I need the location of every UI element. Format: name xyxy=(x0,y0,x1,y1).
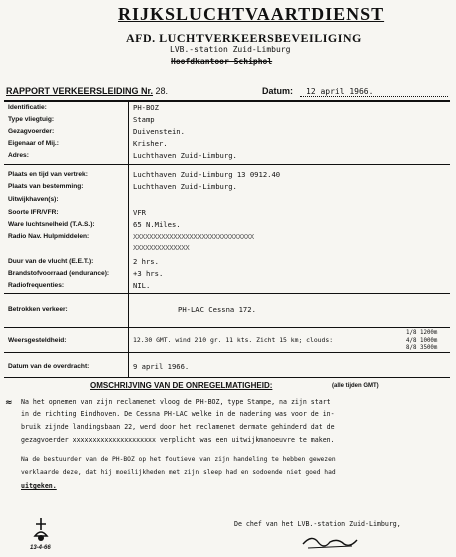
field-label-departure: Plaats en tijd van vertrek: xyxy=(8,171,88,178)
report-title-label: RAPPORT VERKEERSLEIDING Nr. xyxy=(6,86,154,96)
report-date-label: Datum: xyxy=(262,86,293,96)
field-value-owner: Krisher. xyxy=(133,139,168,148)
field-value-aircraft-type: Stamp xyxy=(133,115,155,124)
field-label-aircraft-type: Type vliegtuig: xyxy=(8,116,55,123)
irregularity-note: (alle tijden GMT) xyxy=(332,383,379,389)
irregularity-line-6: verklaarde deze, dat hij moeilijkheden met zijn sleep had en sodoende niet goed had xyxy=(21,469,336,476)
field-value-frequencies: NIL. xyxy=(133,281,151,290)
station-name: LVB.-station Zuid-Limburg xyxy=(170,45,291,54)
field-label-identification: Identificatie: xyxy=(8,104,47,111)
weather-label: Weersgesteldheid: xyxy=(8,337,67,344)
irregularity-line-1: Na het opnemen van zijn reclamenet vloog de PH-BOZ, type Stampe, na zijn start xyxy=(21,398,331,406)
irregularity-line-7: uitgeken. xyxy=(21,482,57,490)
field-label-radio-nav: Radio Nav. Hulpmiddelen: xyxy=(8,233,90,240)
field-value-captain: Duivenstein. xyxy=(133,127,185,136)
field-value-departure: Luchthaven Zuid-Limburg 13 0912.40 xyxy=(133,170,281,179)
report-date-value: 12 april 1966. xyxy=(306,87,374,96)
field-label-flight-rules: Soorte IFR/VFR: xyxy=(8,209,59,216)
field-label-endurance: Brandstofvoorraad (endurance): xyxy=(8,270,110,277)
struck-office: Hoofdkantoor Schiphol xyxy=(171,57,273,66)
field-value-tas: 65 N.Miles. xyxy=(133,220,181,229)
field-label-captain: Gezagvoerder: xyxy=(8,128,55,135)
field-label-destination: Plaats van bestemming: xyxy=(8,183,84,190)
field-value-duration: 2 hrs. xyxy=(133,257,159,266)
field-value-radio-nav-2: XXXXXXXXXXXXXX xyxy=(133,243,190,252)
field-label-address: Adres: xyxy=(8,152,29,159)
field-value-radio-nav: XXXXXXXXXXXXXXXXXXXXXXXXXXXXXX xyxy=(133,232,254,241)
field-label-duration: Duur van de vlucht (E.E.T.): xyxy=(8,258,94,265)
margin-mark: ≈ xyxy=(5,398,13,408)
report-number: 28. xyxy=(155,86,169,96)
weather-cloud-3: 8/8 3500m xyxy=(406,345,438,351)
signatory-line: De chef van het LVB.-station Zuid-Limburg, xyxy=(234,520,401,528)
involved-value: PH-LAC Cessna 172. xyxy=(178,305,256,314)
irregularity-line-3: bruik zijnde landingsbaan 22, werd door het reclamenet dermate gehinderd dat de xyxy=(21,423,335,431)
weather-cloud-1: 1/8 1200m xyxy=(406,330,438,336)
involved-label: Betrokken verkeer: xyxy=(8,306,68,313)
field-label-tas: Ware luchtsnelheid (T.A.S.): xyxy=(8,221,95,228)
weather-value: 12.30 GMT. wind 210 gr. 11 kts. Zicht 15 km; clouds: xyxy=(133,336,334,344)
field-value-destination: Luchthaven Zuid-Limburg. xyxy=(133,182,237,191)
irregularity-line-4: gezagvoerder xxxxxxxxxxxxxxxxxxxxx verplicht was een uitwijkmanoeuvre te maken. xyxy=(21,436,335,444)
field-label-frequencies: Radiofrequenties: xyxy=(8,282,65,289)
field-label-alternates: Uitwijkhaven(s): xyxy=(8,196,59,203)
transfer-value: 9 april 1966. xyxy=(133,362,190,371)
field-value-endurance: +3 hrs. xyxy=(133,269,164,278)
irregularity-line-5: Na de bestuurder van de PH-BOZ op het foutieve van zijn handeling te hebben gewezen xyxy=(21,456,336,463)
transfer-label: Datum van de overdracht: xyxy=(8,363,90,370)
field-value-identification: PH-BOZ xyxy=(133,103,159,112)
field-value-address: Luchthaven Zuid-Limburg. xyxy=(133,151,237,160)
stamp-icon xyxy=(30,516,52,542)
weather-cloud-2: 4/8 1000m xyxy=(406,338,438,344)
signature xyxy=(300,530,360,552)
agency-name: RIJKSLUCHTVAARTDIENST xyxy=(118,4,385,24)
department-name: AFD. LUCHTVERKEERSBEVEILIGING xyxy=(126,31,362,45)
irregularity-line-2: in de richting Eindhoven. De Cessna PH-LAC welke in de nadering was voor de in- xyxy=(21,410,335,418)
irregularity-title: OMSCHRIJVING VAN DE ONREGELMATIGHEID: xyxy=(90,381,273,390)
report-title xyxy=(6,86,168,96)
field-value-flight-rules: VFR xyxy=(133,208,146,217)
field-label-owner: Eigenaar of Mij.: xyxy=(8,140,59,147)
handwritten-date: 13-4-66 xyxy=(30,545,51,551)
